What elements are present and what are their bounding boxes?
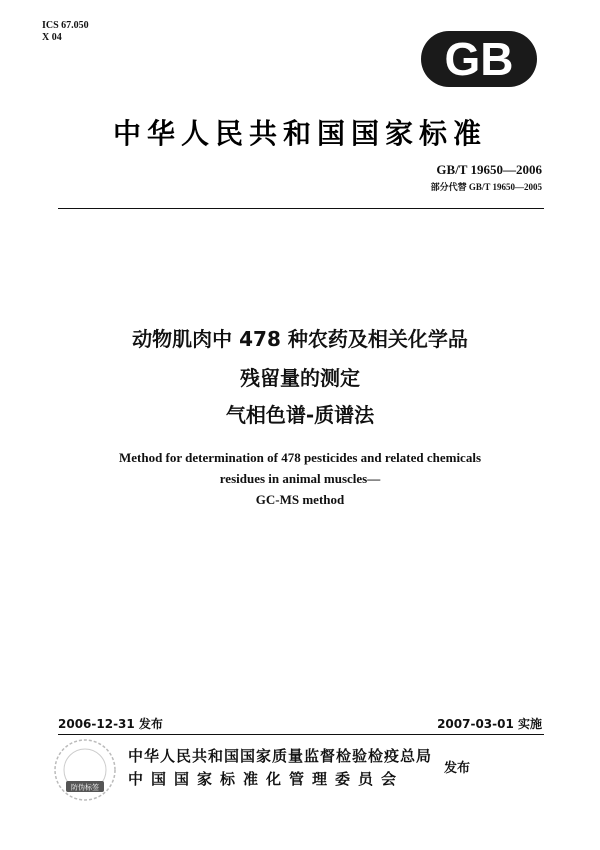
classification-codes xyxy=(42,20,89,44)
title-en-line3: GC-MS method xyxy=(255,492,345,507)
title-en-line2: residues in animal muscles— xyxy=(219,471,381,486)
effective-date: 2007-03-01 实施 xyxy=(437,717,542,731)
standard-type-title: 中华人民共和国国家标准 xyxy=(112,117,487,150)
ccs-code: X 04 xyxy=(42,32,62,43)
title-cn-line1: 动物肌肉中 478 种农药及相关化学品 xyxy=(132,327,468,351)
title-cn-line3: 气相色谱-质谱法 xyxy=(225,403,375,427)
ics-code: ICS 67.050 xyxy=(42,20,89,31)
standard-number: GB/T 19650—2006 xyxy=(436,162,542,177)
publisher-aqsiq: 中华人民共和国国家质量监督检验检疫总局 xyxy=(128,747,433,765)
seal-label: 防伪标签 xyxy=(71,783,99,792)
gb-logo xyxy=(420,30,538,88)
publisher-sac: 中国国家标准化管理委员会 xyxy=(128,770,405,788)
header-divider xyxy=(58,208,544,209)
replaces-note: 部分代替 GB/T 19650—2005 xyxy=(430,182,542,192)
anti-counterfeit-seal xyxy=(52,737,118,803)
title-en-line1: Method for determination of 478 pesticides and related chemicals xyxy=(118,450,482,465)
issue-label: 发布 xyxy=(444,761,471,776)
title-cn-line2: 残留量的测定 xyxy=(240,366,360,390)
issue-date: 2006-12-31 发布 xyxy=(58,717,163,731)
gb-logo-text: GB xyxy=(444,33,514,85)
footer-divider xyxy=(58,734,544,735)
